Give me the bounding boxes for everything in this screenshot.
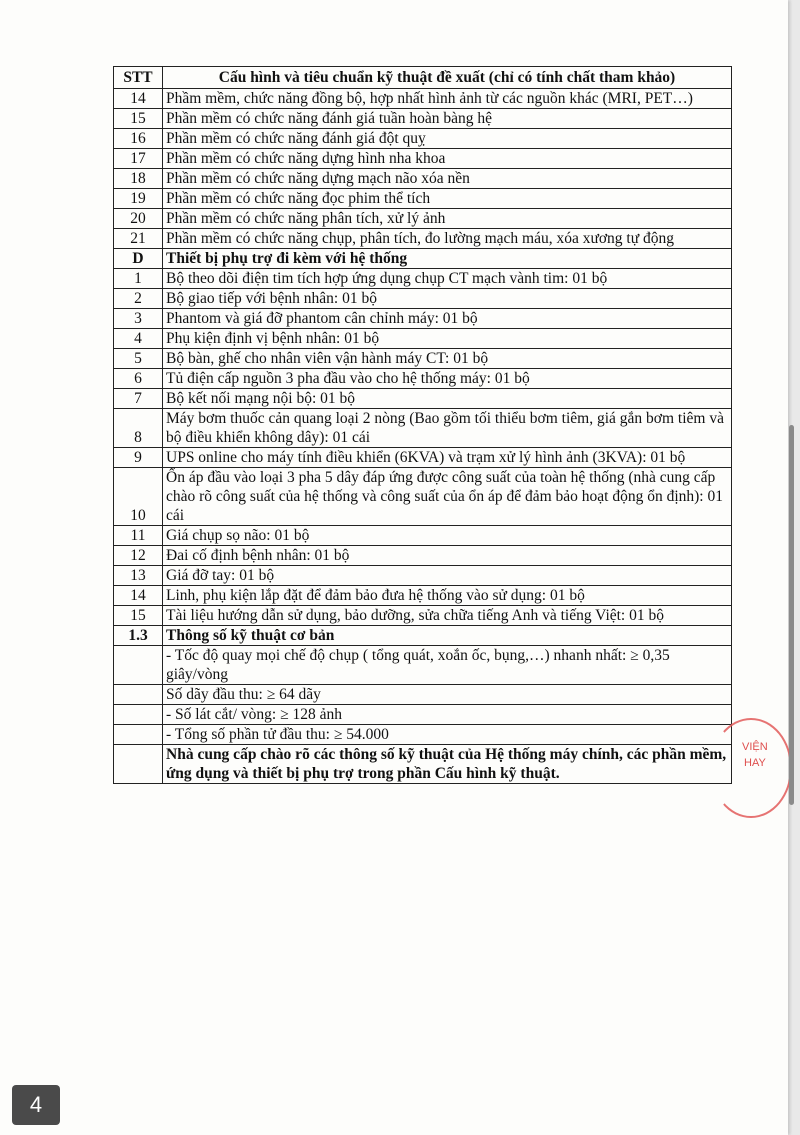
row-text: Phần mềm có chức năng đánh giá đột quỵ [163, 129, 732, 149]
row-stt: 20 [114, 209, 163, 229]
row-text: Thiết bị phụ trợ đi kèm với hệ thống [163, 249, 732, 269]
table-row [114, 149, 732, 169]
table-row [114, 646, 732, 685]
row-stt: 15 [114, 109, 163, 129]
row-text: Phụ kiện định vị bệnh nhân: 01 bộ [163, 329, 732, 349]
row-stt: 6 [114, 369, 163, 389]
row-text: Bộ bàn, ghế cho nhân viên vận hành máy CT: 01 bộ [163, 349, 732, 369]
row-stt: 7 [114, 389, 163, 409]
row-stt: 15 [114, 606, 163, 626]
table-row [114, 349, 732, 369]
table-row [114, 448, 732, 468]
table-row [114, 586, 732, 606]
row-stt: 18 [114, 169, 163, 189]
table-row [114, 606, 732, 626]
row-text: Máy bơm thuốc cản quang loại 2 nòng (Bao gồm tối thiểu bơm tiêm, giá gắn bơm tiêm và bộ điều khiển không dây): 01 cái [163, 409, 732, 448]
row-stt: 14 [114, 89, 163, 109]
header-stt: STT [114, 67, 163, 89]
red-seal-stamp [732, 718, 790, 818]
row-stt: 2 [114, 289, 163, 309]
row-stt [114, 745, 163, 784]
table-row [114, 389, 732, 409]
row-text: Bộ kết nối mạng nội bộ: 01 bộ [163, 389, 732, 409]
row-stt: 8 [114, 409, 163, 448]
row-text: Giá chụp sọ não: 01 bộ [163, 526, 732, 546]
table-header-row [114, 67, 732, 89]
row-text: Ổn áp đầu vào loại 3 pha 5 dây đáp ứng được công suất của toàn hệ thống (nhà cung cấp chào rõ công suất của hệ thống và công suất của ổn áp để đảm bảo hoạt động ổn định): 01 cái [163, 468, 732, 526]
table-body [114, 89, 732, 784]
row-stt: 11 [114, 526, 163, 546]
row-text: Số dãy đầu thu: ≥ 64 dãy [163, 685, 732, 705]
row-text: - Tổng số phần tử đầu thu: ≥ 54.000 [163, 725, 732, 745]
row-text: Tủ điện cấp nguồn 3 pha đầu vào cho hệ thống máy: 01 bộ [163, 369, 732, 389]
table-row [114, 546, 732, 566]
row-text: Tài liệu hướng dẫn sử dụng, bảo dưỡng, sửa chữa tiếng Anh và tiếng Việt: 01 bộ [163, 606, 732, 626]
table-row [114, 409, 732, 448]
row-text: - Số lát cắt/ vòng: ≥ 128 ảnh [163, 705, 732, 725]
table-row [114, 109, 732, 129]
row-text: Phần mềm có chức năng đọc phim thể tích [163, 189, 732, 209]
table-row [114, 169, 732, 189]
table-row [114, 745, 732, 784]
table-row [114, 369, 732, 389]
row-text: Thông số kỹ thuật cơ bản [163, 626, 732, 646]
row-stt: 12 [114, 546, 163, 566]
row-text: Phần mềm có chức năng phân tích, xử lý ảnh [163, 209, 732, 229]
table-row [114, 329, 732, 349]
table-row [114, 566, 732, 586]
row-stt [114, 705, 163, 725]
row-stt [114, 685, 163, 705]
row-stt: 1 [114, 269, 163, 289]
table-row [114, 129, 732, 149]
row-stt [114, 646, 163, 685]
row-stt: 13 [114, 566, 163, 586]
row-stt: 1.3 [114, 626, 163, 646]
table-row [114, 526, 732, 546]
table-row [114, 309, 732, 329]
table-row [114, 626, 732, 646]
table-row [114, 89, 732, 109]
row-text: Phần mềm có chức năng đánh giá tuần hoàn bàng hệ [163, 109, 732, 129]
table-row [114, 209, 732, 229]
stamp-text-2: HAY [744, 757, 766, 769]
row-text: Phantom và giá đỡ phantom cân chỉnh máy: 01 bộ [163, 309, 732, 329]
vertical-scrollbar[interactable] [789, 425, 794, 805]
row-text: Giá đỡ tay: 01 bộ [163, 566, 732, 586]
row-stt: 3 [114, 309, 163, 329]
row-text: Nhà cung cấp chào rõ các thông số kỹ thuật của Hệ thống máy chính, các phần mềm, ứng dụng và thiết bị phụ trợ trong phần Cấu hình kỹ thuật. [163, 745, 732, 784]
page-number-badge: 4 [12, 1085, 60, 1125]
row-stt: 19 [114, 189, 163, 209]
row-stt: D [114, 249, 163, 269]
row-stt: 14 [114, 586, 163, 606]
row-stt: 9 [114, 448, 163, 468]
header-spec: Cấu hình và tiêu chuẩn kỹ thuật đề xuất (chỉ có tính chất tham khảo) [163, 67, 732, 89]
row-stt: 10 [114, 468, 163, 526]
table-row [114, 229, 732, 249]
row-text: Linh, phụ kiện lắp đặt để đảm bảo đưa hệ thống vào sử dụng: 01 bộ [163, 586, 732, 606]
row-text: Bộ giao tiếp với bệnh nhân: 01 bộ [163, 289, 732, 309]
table-row [114, 705, 732, 725]
table-row [114, 468, 732, 526]
table-row [114, 189, 732, 209]
row-text: Bộ theo dõi điện tim tích hợp ứng dụng chụp CT mạch vành tim: 01 bộ [163, 269, 732, 289]
table-row [114, 269, 732, 289]
row-text: Phầm mềm, chức năng đồng bộ, hợp nhất hình ảnh từ các nguồn khác (MRI, PET…) [163, 89, 732, 109]
row-stt: 17 [114, 149, 163, 169]
stamp-text-1: VIỆN [742, 741, 768, 753]
row-text: Đai cố định bệnh nhân: 01 bộ [163, 546, 732, 566]
row-stt: 4 [114, 329, 163, 349]
table-row [114, 685, 732, 705]
table-row [114, 725, 732, 745]
table-row [114, 289, 732, 309]
spec-table [113, 66, 732, 784]
row-stt: 21 [114, 229, 163, 249]
row-stt: 16 [114, 129, 163, 149]
row-text: Phần mềm có chức năng dựng mạch não xóa nền [163, 169, 732, 189]
row-stt: 5 [114, 349, 163, 369]
row-text: UPS online cho máy tính điều khiển (6KVA) và trạm xử lý hình ảnh (3KVA): 01 bộ [163, 448, 732, 468]
table-row [114, 249, 732, 269]
row-text: Phần mềm có chức năng dựng hình nha khoa [163, 149, 732, 169]
row-text: Phần mềm có chức năng chụp, phân tích, đo lường mạch máu, xóa xương tự động [163, 229, 732, 249]
row-text: - Tốc độ quay mọi chế độ chụp ( tổng quát, xoắn ốc, bụng,…) nhanh nhất: ≥ 0,35 giây/vòng [163, 646, 732, 685]
row-stt [114, 725, 163, 745]
